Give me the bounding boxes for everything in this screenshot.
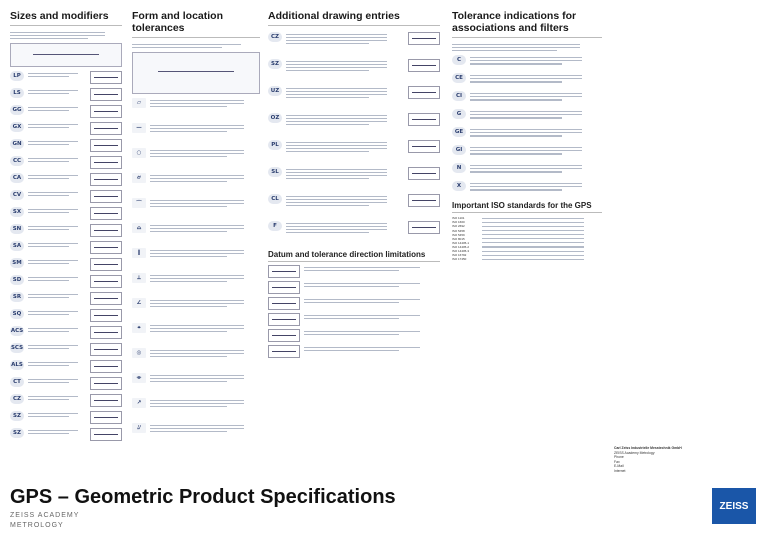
description-text bbox=[470, 55, 602, 66]
symbol-badge: CC bbox=[10, 156, 24, 166]
sizes-symbols-row bbox=[10, 224, 122, 238]
description-text bbox=[28, 292, 87, 300]
form-symbols-row bbox=[132, 348, 260, 370]
poster-title: GPS – Geometric Product Specifications bbox=[10, 486, 396, 508]
form-symbols-row bbox=[132, 248, 260, 270]
iso-standard-number: ISO 5458 bbox=[452, 228, 465, 233]
sizes-symbols-row bbox=[10, 292, 122, 306]
tolerance-frame-figure bbox=[90, 394, 122, 407]
description-text bbox=[28, 105, 87, 113]
sizes-symbols-row bbox=[10, 207, 122, 221]
symbol-badge: PL bbox=[268, 140, 282, 150]
symbol-badge: ALS bbox=[11, 362, 23, 369]
tol-symbols-row bbox=[452, 181, 602, 196]
form-symbols-row bbox=[132, 373, 260, 395]
sizes-symbols-row bbox=[10, 122, 122, 136]
datum-frame-figure bbox=[268, 313, 300, 326]
tolerance-frame-figure bbox=[408, 194, 440, 207]
description-text bbox=[150, 423, 260, 434]
iso-standard-number: ISO 14405-1 bbox=[452, 240, 470, 245]
symbol-badge: X bbox=[452, 181, 466, 191]
tolerance-frame-figure bbox=[90, 224, 122, 237]
symbol-badge: OZ bbox=[268, 113, 282, 123]
tolerance-frame-figure bbox=[408, 59, 440, 72]
iso-standard-number: ISO 16792 bbox=[452, 253, 467, 258]
form-symbols-row bbox=[132, 173, 260, 195]
metrology-label: METROLOGY bbox=[10, 522, 64, 529]
symbol-badge: SD bbox=[10, 275, 24, 285]
description-text bbox=[470, 163, 602, 174]
column-form bbox=[132, 10, 260, 448]
symbol-badge: ACS bbox=[10, 328, 24, 335]
description-text bbox=[470, 73, 602, 84]
description-text bbox=[150, 348, 260, 359]
description-text bbox=[28, 394, 87, 402]
symbol-badge: — bbox=[132, 123, 146, 133]
iso-standard-number: ISO 5459 bbox=[452, 232, 465, 237]
sizes-symbols-row bbox=[10, 275, 122, 289]
description-text bbox=[28, 343, 87, 351]
sizes-symbols-row bbox=[10, 139, 122, 153]
tolerance-frame-figure bbox=[90, 258, 122, 271]
zeiss-logo: ZEISS bbox=[712, 488, 756, 524]
description-text bbox=[150, 298, 260, 309]
tolerance-frame-figure bbox=[90, 173, 122, 186]
additional-symbols-row bbox=[268, 32, 440, 56]
description-text bbox=[28, 88, 87, 96]
description-text bbox=[286, 86, 405, 100]
tol-symbols-row bbox=[452, 145, 602, 160]
contact-dept: ZEISS Academy Metrology bbox=[614, 450, 655, 455]
sizes-symbols-row bbox=[10, 394, 122, 408]
tolerance-frame-figure bbox=[90, 428, 122, 441]
symbol-badge: SM bbox=[10, 258, 24, 268]
symbol-badge: ⌰ bbox=[132, 423, 146, 433]
symbol-badge: GG bbox=[10, 105, 24, 115]
iso-standard-number: ISO 14405-2 bbox=[452, 244, 470, 249]
symbol-badge: CV bbox=[10, 190, 24, 200]
contact-email: E-Mail bbox=[614, 464, 624, 469]
symbol-badge: ⌖ bbox=[132, 323, 146, 333]
description-text bbox=[150, 373, 260, 384]
tolerance-frame-figure bbox=[90, 292, 122, 305]
datum-row bbox=[268, 281, 440, 294]
size-example-figure bbox=[10, 43, 122, 67]
description-text bbox=[286, 167, 405, 181]
iso-standard-number: ISO 1101 bbox=[452, 216, 465, 221]
sizes-symbols-row bbox=[10, 88, 122, 102]
description-text bbox=[286, 221, 405, 235]
symbol-badge: ↗ bbox=[132, 398, 146, 408]
tolerance-frame-figure bbox=[90, 411, 122, 424]
contact-block bbox=[614, 446, 754, 474]
description-text bbox=[28, 139, 87, 147]
sizes-symbols-row bbox=[10, 173, 122, 187]
description-text bbox=[150, 173, 260, 184]
description-text bbox=[28, 71, 87, 79]
section-title-datum: Datum and tolerance direction limitations bbox=[268, 250, 440, 262]
tolerance-frame-figure bbox=[90, 309, 122, 322]
symbol-badge: SR bbox=[10, 292, 24, 302]
sizes-symbols-row bbox=[10, 258, 122, 272]
description-text bbox=[150, 123, 260, 134]
tol-symbols-row bbox=[452, 127, 602, 142]
iso-standard-number: ISO 17450 bbox=[452, 257, 467, 262]
description-text bbox=[28, 190, 87, 198]
symbol-badge: LS bbox=[10, 88, 24, 98]
intro-text-tolerance bbox=[452, 44, 602, 51]
contact-fax: Fax bbox=[614, 459, 620, 464]
symbol-badge: ∥ bbox=[132, 248, 146, 258]
tol-symbols-row bbox=[452, 163, 602, 178]
symbol-badge: SX bbox=[10, 207, 24, 217]
form-symbols-row bbox=[132, 223, 260, 245]
symbol-badge: UZ bbox=[268, 86, 282, 96]
symbol-badge: LP bbox=[10, 71, 24, 81]
column-tolerance bbox=[452, 10, 602, 261]
datum-description bbox=[304, 345, 440, 353]
datum-row bbox=[268, 265, 440, 278]
symbol-badge: GX bbox=[10, 122, 24, 132]
sizes-symbols-row bbox=[10, 156, 122, 170]
tolerance-symbol-list bbox=[452, 55, 602, 196]
description-text bbox=[28, 326, 87, 334]
description-text bbox=[28, 241, 87, 249]
symbol-badge: CZ bbox=[10, 394, 24, 404]
symbol-badge: SN bbox=[10, 224, 24, 234]
description-text bbox=[470, 181, 602, 192]
iso-standard-row bbox=[452, 257, 602, 261]
additional-symbols-row bbox=[268, 221, 440, 245]
additional-symbol-list bbox=[268, 32, 440, 245]
sizes-symbols-row bbox=[10, 428, 122, 442]
symbol-badge: CL bbox=[268, 194, 282, 204]
description-text bbox=[150, 98, 260, 109]
symbol-badge: ◎ bbox=[132, 348, 146, 358]
sizes-symbols-row bbox=[10, 309, 122, 323]
datum-description bbox=[304, 313, 440, 321]
description-text bbox=[28, 122, 87, 130]
tolerance-frame-figure bbox=[90, 360, 122, 373]
sizes-symbols-row bbox=[10, 71, 122, 85]
description-text bbox=[286, 140, 405, 154]
sizes-symbols-row bbox=[10, 343, 122, 357]
description-text bbox=[470, 145, 602, 156]
tolerance-frame-figure bbox=[90, 88, 122, 101]
contact-web: Internet bbox=[614, 468, 626, 473]
description-text bbox=[150, 148, 260, 159]
section-title-additional: Additional drawing entries bbox=[268, 10, 440, 26]
description-text bbox=[28, 224, 87, 232]
iso-standard-number: ISO 8015 bbox=[452, 236, 465, 241]
description-text bbox=[28, 428, 87, 436]
tolerance-frame-figure bbox=[90, 275, 122, 288]
datum-frame-figure bbox=[268, 297, 300, 310]
datum-description bbox=[304, 329, 440, 337]
contact-phone: Phone bbox=[614, 455, 624, 460]
form-symbol-list bbox=[132, 98, 260, 445]
form-symbols-row bbox=[132, 198, 260, 220]
symbol-badge: ∠ bbox=[132, 298, 146, 308]
description-text bbox=[286, 113, 405, 127]
tolerance-frame-figure bbox=[90, 377, 122, 390]
symbol-badge: CI bbox=[452, 91, 466, 101]
iso-standard-number: ISO 1660 bbox=[452, 220, 465, 225]
description-text bbox=[28, 258, 87, 266]
symbol-badge: CE bbox=[452, 73, 466, 83]
datum-frame-figure bbox=[268, 281, 300, 294]
form-symbols-row bbox=[132, 273, 260, 295]
datum-row bbox=[268, 329, 440, 342]
description-text bbox=[28, 173, 87, 181]
sizes-symbols-row bbox=[10, 326, 122, 340]
datum-frame-figure bbox=[268, 265, 300, 278]
datum-description bbox=[304, 265, 440, 273]
description-text bbox=[28, 275, 87, 283]
symbol-badge: CA bbox=[10, 173, 24, 183]
form-symbols-row bbox=[132, 398, 260, 420]
description-text bbox=[150, 223, 260, 234]
sizes-symbols-row bbox=[10, 360, 122, 374]
section-title-form: Form and location tolerances bbox=[132, 10, 260, 38]
symbol-badge: SZ bbox=[10, 411, 24, 421]
datum-row bbox=[268, 313, 440, 326]
symbol-badge: ○ bbox=[132, 148, 146, 158]
symbol-badge: SCS bbox=[10, 345, 24, 352]
symbol-badge: ⌒ bbox=[132, 198, 146, 208]
symbol-badge: ⌯ bbox=[132, 373, 146, 383]
tol-symbols-row bbox=[452, 55, 602, 70]
symbol-badge: ⟂ bbox=[132, 273, 146, 283]
additional-symbols-row bbox=[268, 59, 440, 83]
tolerance-frame-figure bbox=[408, 113, 440, 126]
tolerance-frame-figure bbox=[90, 207, 122, 220]
sizes-symbols-row bbox=[10, 105, 122, 119]
tolerance-frame-figure bbox=[90, 139, 122, 152]
tolerance-frame-figure bbox=[90, 71, 122, 84]
description-text bbox=[28, 411, 87, 419]
sizes-symbol-list bbox=[10, 71, 122, 442]
datum-row bbox=[268, 297, 440, 310]
symbol-badge: SQ bbox=[10, 309, 24, 319]
symbol-badge: GE bbox=[452, 127, 466, 137]
description-text bbox=[28, 360, 87, 368]
tolerance-frame-figure bbox=[408, 167, 440, 180]
symbol-badge: CZ bbox=[268, 32, 282, 42]
symbol-badge: G bbox=[452, 109, 466, 119]
datum-frame-figure bbox=[268, 329, 300, 342]
form-symbols-row bbox=[132, 298, 260, 320]
intro-text-form bbox=[132, 44, 260, 48]
datum-frame-figure bbox=[268, 345, 300, 358]
academy-label: ZEISS ACADEMY bbox=[10, 512, 80, 519]
section-title-iso: Important ISO standards for the GPS bbox=[452, 201, 602, 213]
description-text bbox=[28, 156, 87, 164]
section-title-sizes: Sizes and modifiers bbox=[10, 10, 122, 26]
additional-symbols-row bbox=[268, 86, 440, 110]
datum-description bbox=[304, 297, 440, 305]
column-sizes bbox=[10, 10, 122, 445]
symbol-badge: ⌓ bbox=[132, 223, 146, 233]
description-text bbox=[470, 127, 602, 138]
tolerance-frame-figure bbox=[408, 32, 440, 45]
description-text bbox=[286, 194, 405, 208]
symbol-badge: GI bbox=[452, 145, 466, 155]
tolerance-frame-figure bbox=[90, 241, 122, 254]
description-text bbox=[150, 198, 260, 209]
description-text bbox=[470, 91, 602, 102]
column-additional bbox=[268, 10, 440, 361]
tolerance-frame-figure bbox=[90, 156, 122, 169]
description-text bbox=[150, 273, 260, 284]
tolerance-frame-figure bbox=[90, 343, 122, 356]
iso-standard-number: ISO 2692 bbox=[452, 224, 465, 229]
additional-symbols-row bbox=[268, 167, 440, 191]
contact-company: Carl Zeiss Industrielle Messtechnik GmbH bbox=[614, 446, 682, 450]
description-text bbox=[150, 323, 260, 334]
description-text bbox=[286, 59, 405, 73]
sizes-symbols-row bbox=[10, 377, 122, 391]
datum-list bbox=[268, 265, 440, 358]
symbol-badge: CT bbox=[10, 377, 24, 387]
form-symbols-row bbox=[132, 98, 260, 120]
tolerance-frame-figure bbox=[408, 86, 440, 99]
description-text bbox=[150, 248, 260, 259]
tolerance-frame-figure bbox=[408, 140, 440, 153]
tol-symbols-row bbox=[452, 91, 602, 106]
form-symbols-row bbox=[132, 323, 260, 345]
tol-symbols-row bbox=[452, 73, 602, 88]
form-symbols-row bbox=[132, 148, 260, 170]
section-title-tolerance: Tolerance indications for associations and filters bbox=[452, 10, 602, 38]
iso-standard-number: ISO 14405-3 bbox=[452, 249, 470, 254]
datum-description bbox=[304, 281, 440, 289]
sizes-symbols-row bbox=[10, 411, 122, 425]
tolerance-frame-figure bbox=[408, 221, 440, 234]
description-text bbox=[150, 398, 260, 409]
description-text bbox=[28, 207, 87, 215]
sizes-symbols-row bbox=[10, 241, 122, 255]
additional-symbols-row bbox=[268, 113, 440, 137]
symbol-badge: SZ bbox=[268, 59, 282, 69]
datum-row bbox=[268, 345, 440, 358]
symbol-badge: ⌭ bbox=[132, 173, 146, 183]
tolerance-frame-figure bbox=[90, 105, 122, 118]
iso-list bbox=[452, 216, 602, 261]
symbol-badge: GN bbox=[10, 139, 24, 149]
additional-symbols-row bbox=[268, 194, 440, 218]
iso-standard-description bbox=[482, 257, 602, 261]
sizes-symbols-row bbox=[10, 190, 122, 204]
form-symbols-row bbox=[132, 423, 260, 445]
tolerance-frame-figure bbox=[90, 122, 122, 135]
description-text bbox=[28, 377, 87, 385]
additional-symbols-row bbox=[268, 140, 440, 164]
symbol-badge: F bbox=[268, 221, 282, 231]
tolerance-frame-figure bbox=[90, 326, 122, 339]
symbol-badge: SA bbox=[10, 241, 24, 251]
tol-symbols-row bbox=[452, 109, 602, 124]
description-text bbox=[286, 32, 405, 46]
symbol-badge: SL bbox=[268, 167, 282, 177]
symbol-badge: C bbox=[452, 55, 466, 65]
description-text bbox=[470, 109, 602, 120]
symbol-badge: N bbox=[452, 163, 466, 173]
form-example-figure bbox=[132, 52, 260, 94]
description-text bbox=[28, 309, 87, 317]
symbol-badge: SZ bbox=[10, 428, 24, 438]
tolerance-frame-figure bbox=[90, 190, 122, 203]
intro-text-sizes bbox=[10, 32, 122, 39]
form-symbols-row bbox=[132, 123, 260, 145]
symbol-badge: ▱ bbox=[132, 98, 146, 108]
